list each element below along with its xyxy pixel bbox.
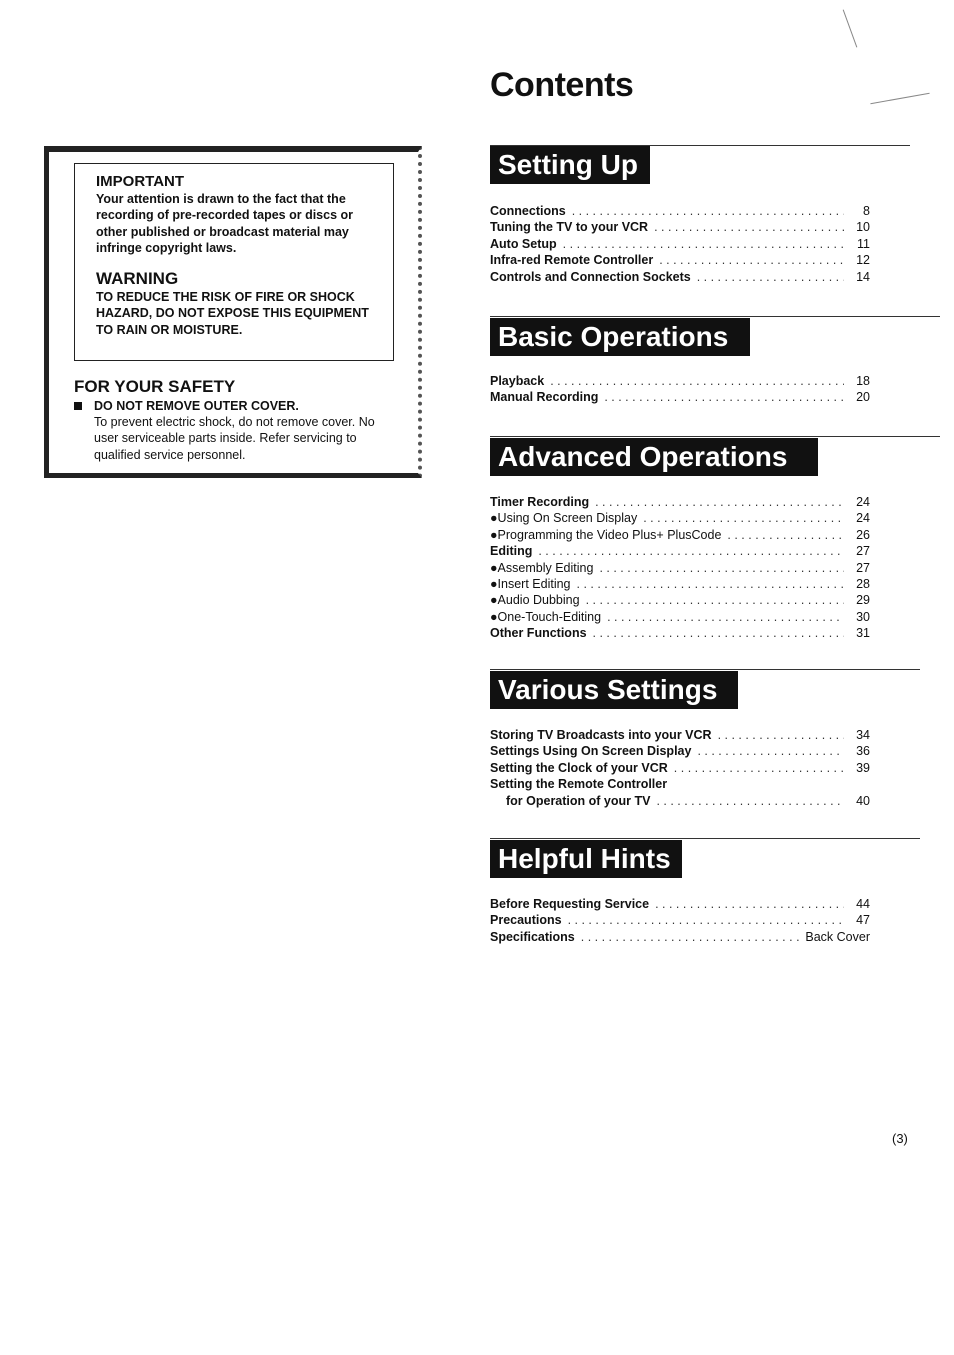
toc-list-advanced-operations (490, 494, 870, 642)
toc-entry[interactable]: ●Audio Dubbing . . . 29 (490, 592, 870, 608)
toc-entry[interactable]: Manual Recording . . . 20 (490, 389, 870, 405)
bullet-square-icon (74, 402, 82, 410)
toc-entry[interactable]: Storing TV Broadcasts into your VCR . . . 34 (490, 727, 870, 743)
safety-bullet-text: DO NOT REMOVE OUTER COVER. (94, 399, 299, 413)
toc-entry[interactable]: Settings Using On Screen Display . . . 36 (490, 743, 870, 759)
toc-list-helpful-hints (490, 896, 870, 945)
toc-entry[interactable]: ●Using On Screen Display . . . 24 (490, 510, 870, 526)
toc-entry[interactable]: Setting the Clock of your VCR . . . 39 (490, 760, 870, 776)
page-title: Contents (490, 66, 634, 104)
toc-list-setting-up (490, 203, 870, 285)
toc-entry[interactable]: Tuning the TV to your VCR . . . 10 (490, 219, 870, 235)
toc-entry[interactable]: Editing . . . 27 (490, 543, 870, 559)
decorative-line (870, 93, 929, 104)
toc-entry[interactable]: Playback . . . 18 (490, 373, 870, 389)
toc-entry[interactable]: Controls and Connection Sockets . . . 14 (490, 269, 870, 285)
toc-entry[interactable]: for Operation of your TV . . . 40 (490, 793, 870, 809)
toc-entry[interactable]: Timer Recording . . . 24 (490, 494, 870, 510)
toc-list-basic-operations (490, 373, 870, 406)
section-rule (490, 669, 920, 670)
safety-text: To prevent electric shock, do not remove cover. No user serviceable parts inside. Refer servicing to qualified service personnel. (94, 415, 375, 462)
toc-entry[interactable]: Auto Setup . . . 11 (490, 236, 870, 252)
section-rule (490, 145, 910, 146)
warning-heading: WARNING (96, 269, 179, 288)
section-heading-basic-operations: Basic Operations (490, 318, 750, 356)
section-rule (490, 838, 920, 839)
important-text: Your attention is drawn to the fact that the recording of pre-recorded tapes or discs or other published or broadcast material may infringe copyright laws. (96, 192, 354, 256)
warning-text: TO REDUCE THE RISK OF FIRE OR SHOCK HAZARD, DO NOT EXPOSE THIS EQUIPMENT TO RAIN OR MOISTURE. (96, 290, 369, 337)
section-heading-helpful-hints: Helpful Hints (490, 840, 682, 878)
toc-entry[interactable]: Specifications . . . Back Cover (490, 929, 870, 945)
important-heading: IMPORTANT (96, 173, 185, 190)
toc-entry[interactable]: Connections . . . 8 (490, 203, 870, 219)
toc-entry[interactable]: Other Functions . . . 31 (490, 625, 870, 641)
toc-entry[interactable]: Infra-red Remote Controller . . . 12 (490, 252, 870, 268)
toc-entry[interactable]: ●Assembly Editing . . . 27 (490, 560, 870, 576)
decorative-line (843, 10, 858, 48)
toc-entry[interactable]: ●Insert Editing . . . 28 (490, 576, 870, 592)
safety-heading: FOR YOUR SAFETY (74, 377, 236, 396)
toc-entry[interactable]: Precautions . . . 47 (490, 912, 870, 928)
toc-entry[interactable]: Setting the Remote Controller (490, 777, 668, 792)
section-rule (490, 316, 940, 317)
toc-list-various-settings (490, 727, 870, 809)
section-heading-advanced-operations: Advanced Operations (490, 438, 818, 476)
toc-entry[interactable]: Before Requesting Service . . . 44 (490, 896, 870, 912)
toc-entry[interactable]: ●One-Touch-Editing . . . 30 (490, 609, 870, 625)
section-heading-setting-up: Setting Up (490, 146, 650, 184)
toc-entry[interactable]: ●Programming the Video Plus+ PlusCode . . . 26 (490, 527, 870, 543)
section-heading-various-settings: Various Settings (490, 671, 738, 709)
page-number: (3) (892, 1131, 908, 1146)
section-rule (490, 436, 940, 437)
